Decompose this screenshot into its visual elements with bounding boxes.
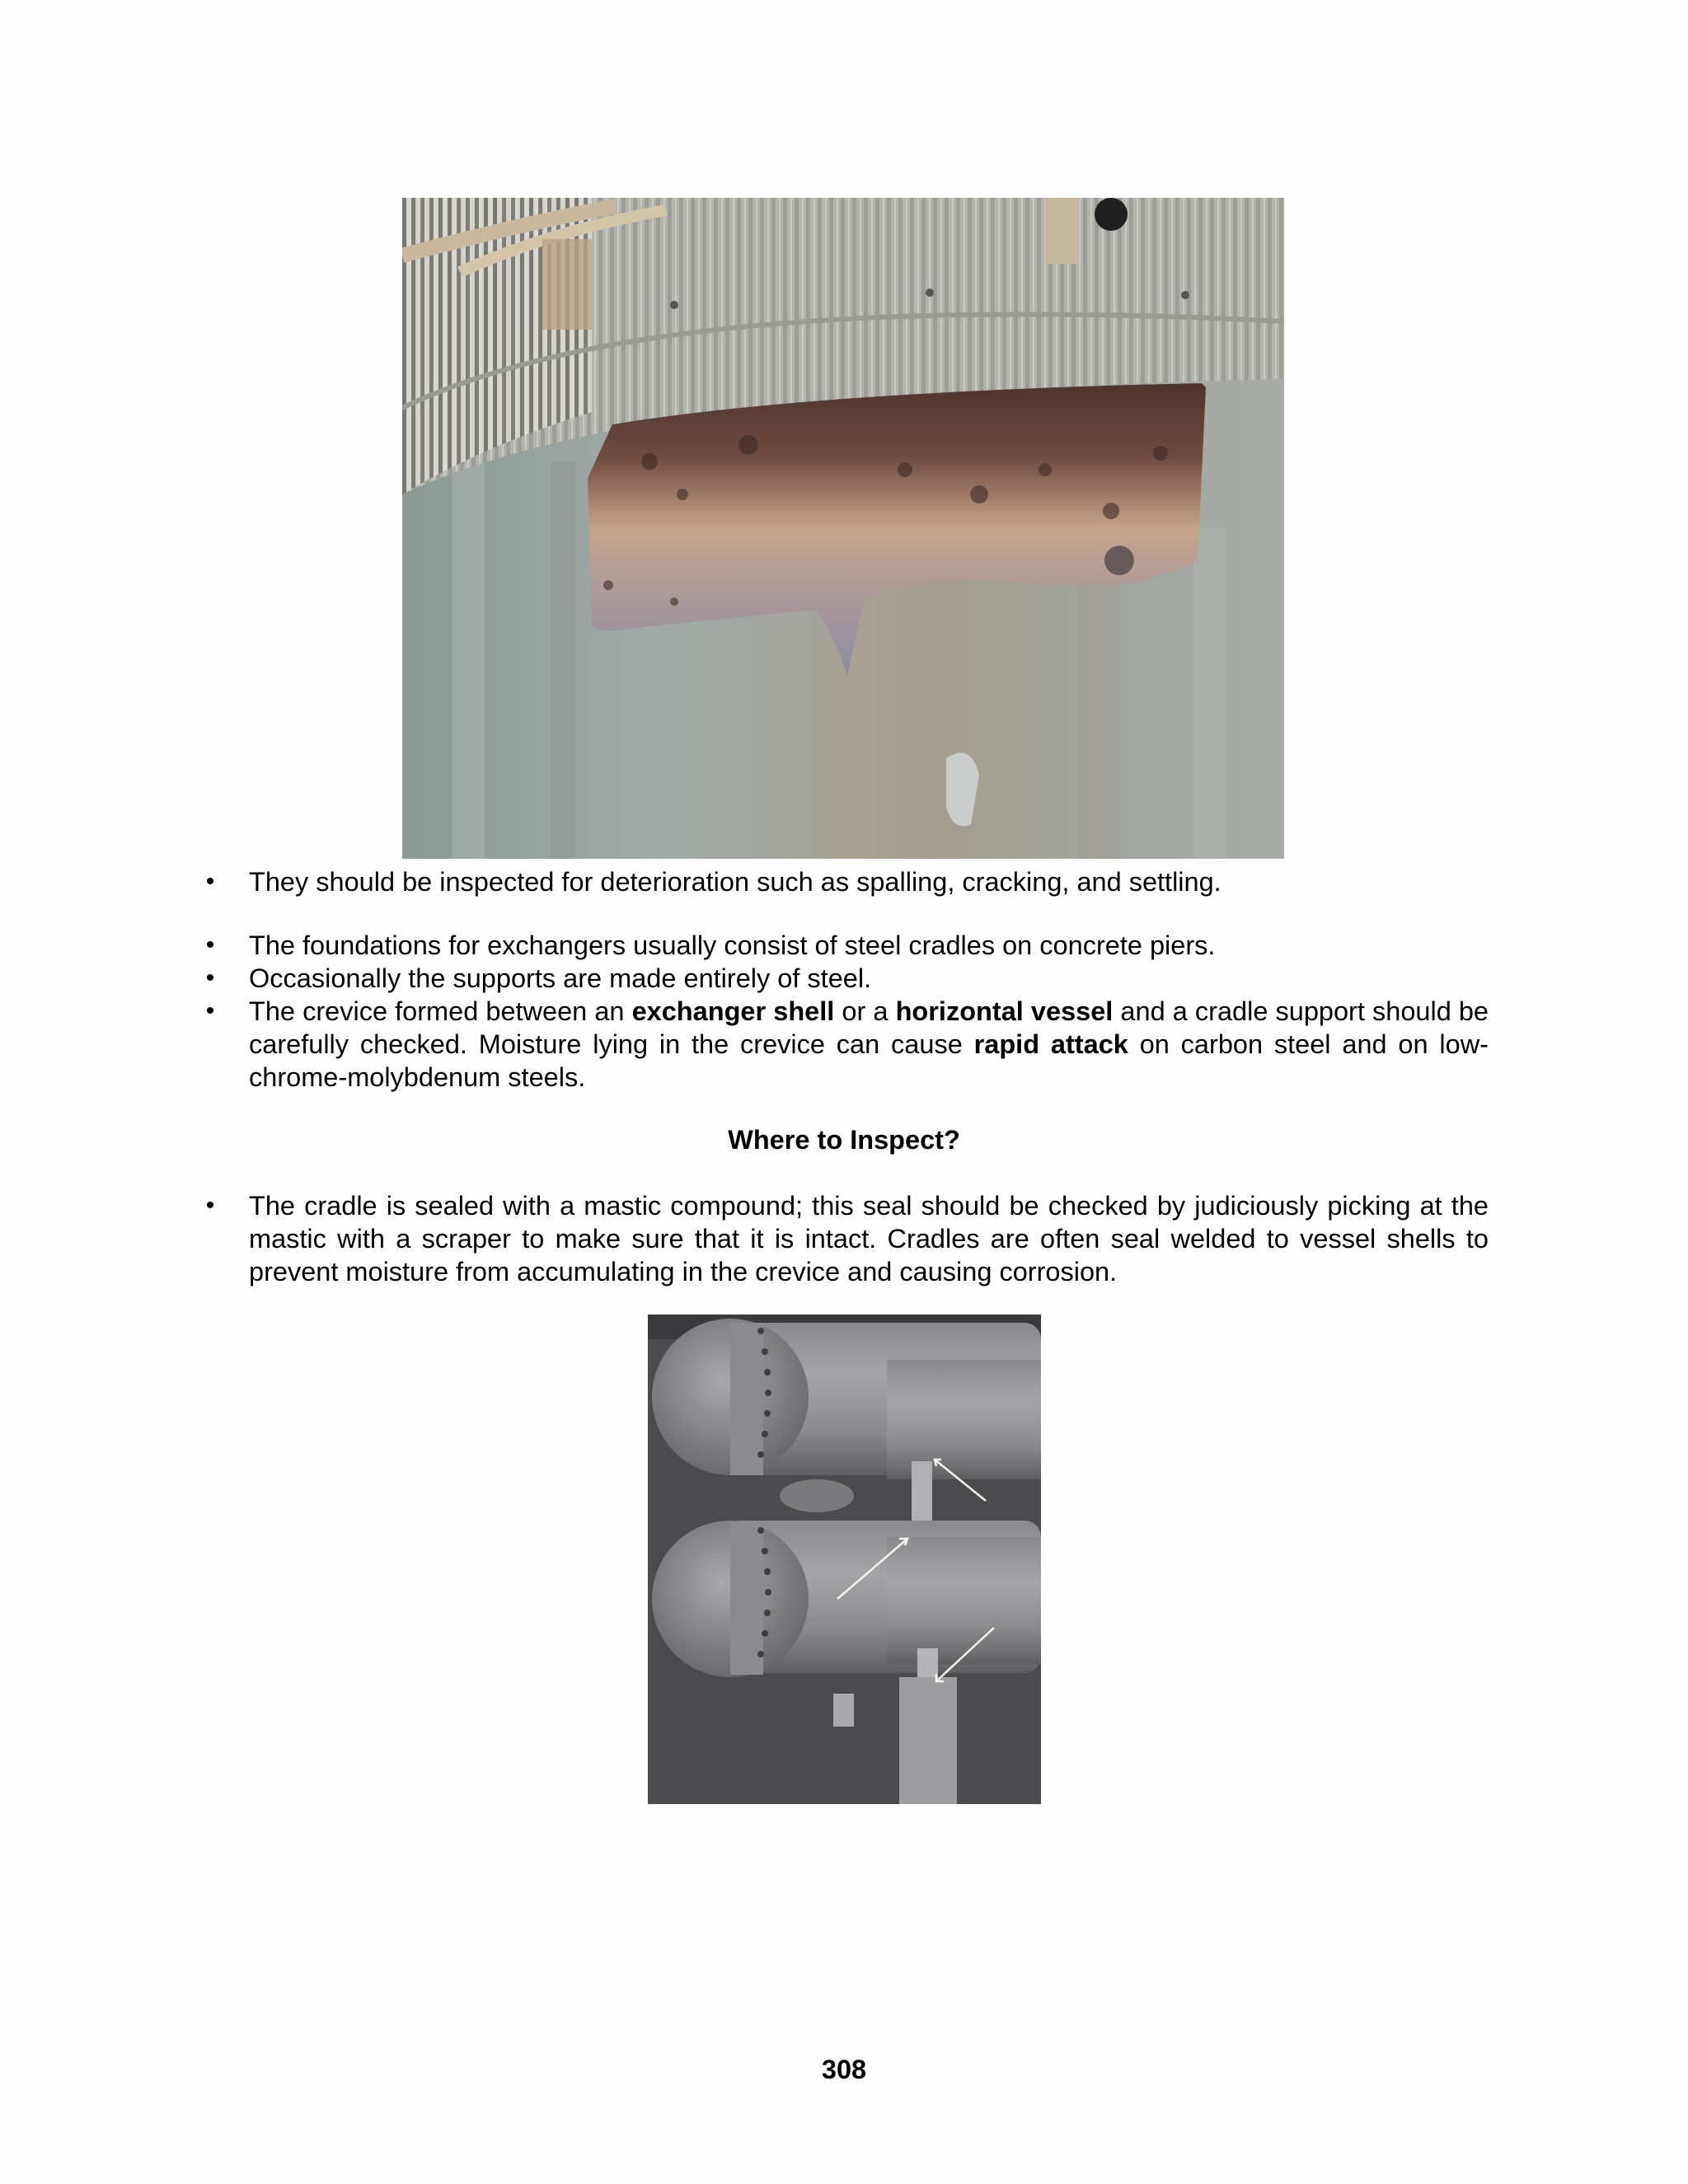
emphasis-rapid-attack: rapid attack — [973, 1029, 1128, 1059]
emphasis-exchanger-shell: exchanger shell — [631, 996, 835, 1026]
foundation-spalling-illustration — [402, 198, 1284, 859]
list-item — [205, 962, 1489, 995]
list-item-text: The cradle is sealed with a mastic compound; this seal should be checked by judiciously picking at the mastic with a scraper to make sure that it is intact. Cradles are often seal welded to vessel shells to prevent moisture from accumulating in the crevice and causing corrosion. — [249, 1191, 1489, 1286]
section-heading: Where to Inspect? — [728, 1125, 960, 1155]
list-item-text: The crevice formed between an — [249, 996, 632, 1026]
bullet-icon: • — [205, 868, 215, 895]
bullet-icon: • — [205, 964, 215, 991]
list-item-text: and a cradle support should be carefully checked. Moisture lying in the crevice can cause — [249, 996, 1489, 1059]
list-item-text: or a — [834, 996, 896, 1026]
bullet-icon: • — [205, 997, 215, 1024]
exchanger-cradle-photo — [648, 1315, 1041, 1804]
list-item — [205, 995, 1489, 1094]
list-item — [205, 1189, 1489, 1288]
emphasis-horizontal-vessel: horizontal vessel — [895, 996, 1114, 1026]
exchanger-cradle-illustration — [648, 1315, 1041, 1804]
list-item — [205, 865, 1489, 898]
page-number: 308 — [821, 2055, 867, 2084]
list-item-text: The foundations for exchangers usually consist of steel cradles on concrete piers. — [249, 930, 1216, 960]
list-item-text: They should be inspected for deterioration such as spalling, cracking, and settling. — [249, 867, 1221, 897]
foundation-spalling-photo — [402, 198, 1284, 859]
list-item-text: on carbon steel and on low-chrome-molybdenum steels. — [249, 1029, 1489, 1092]
bullet-icon: • — [205, 1192, 215, 1219]
list-item — [205, 929, 1489, 962]
list-item-text: Occasionally the supports are made entirely of steel. — [249, 963, 872, 993]
bullet-icon: • — [205, 931, 215, 958]
